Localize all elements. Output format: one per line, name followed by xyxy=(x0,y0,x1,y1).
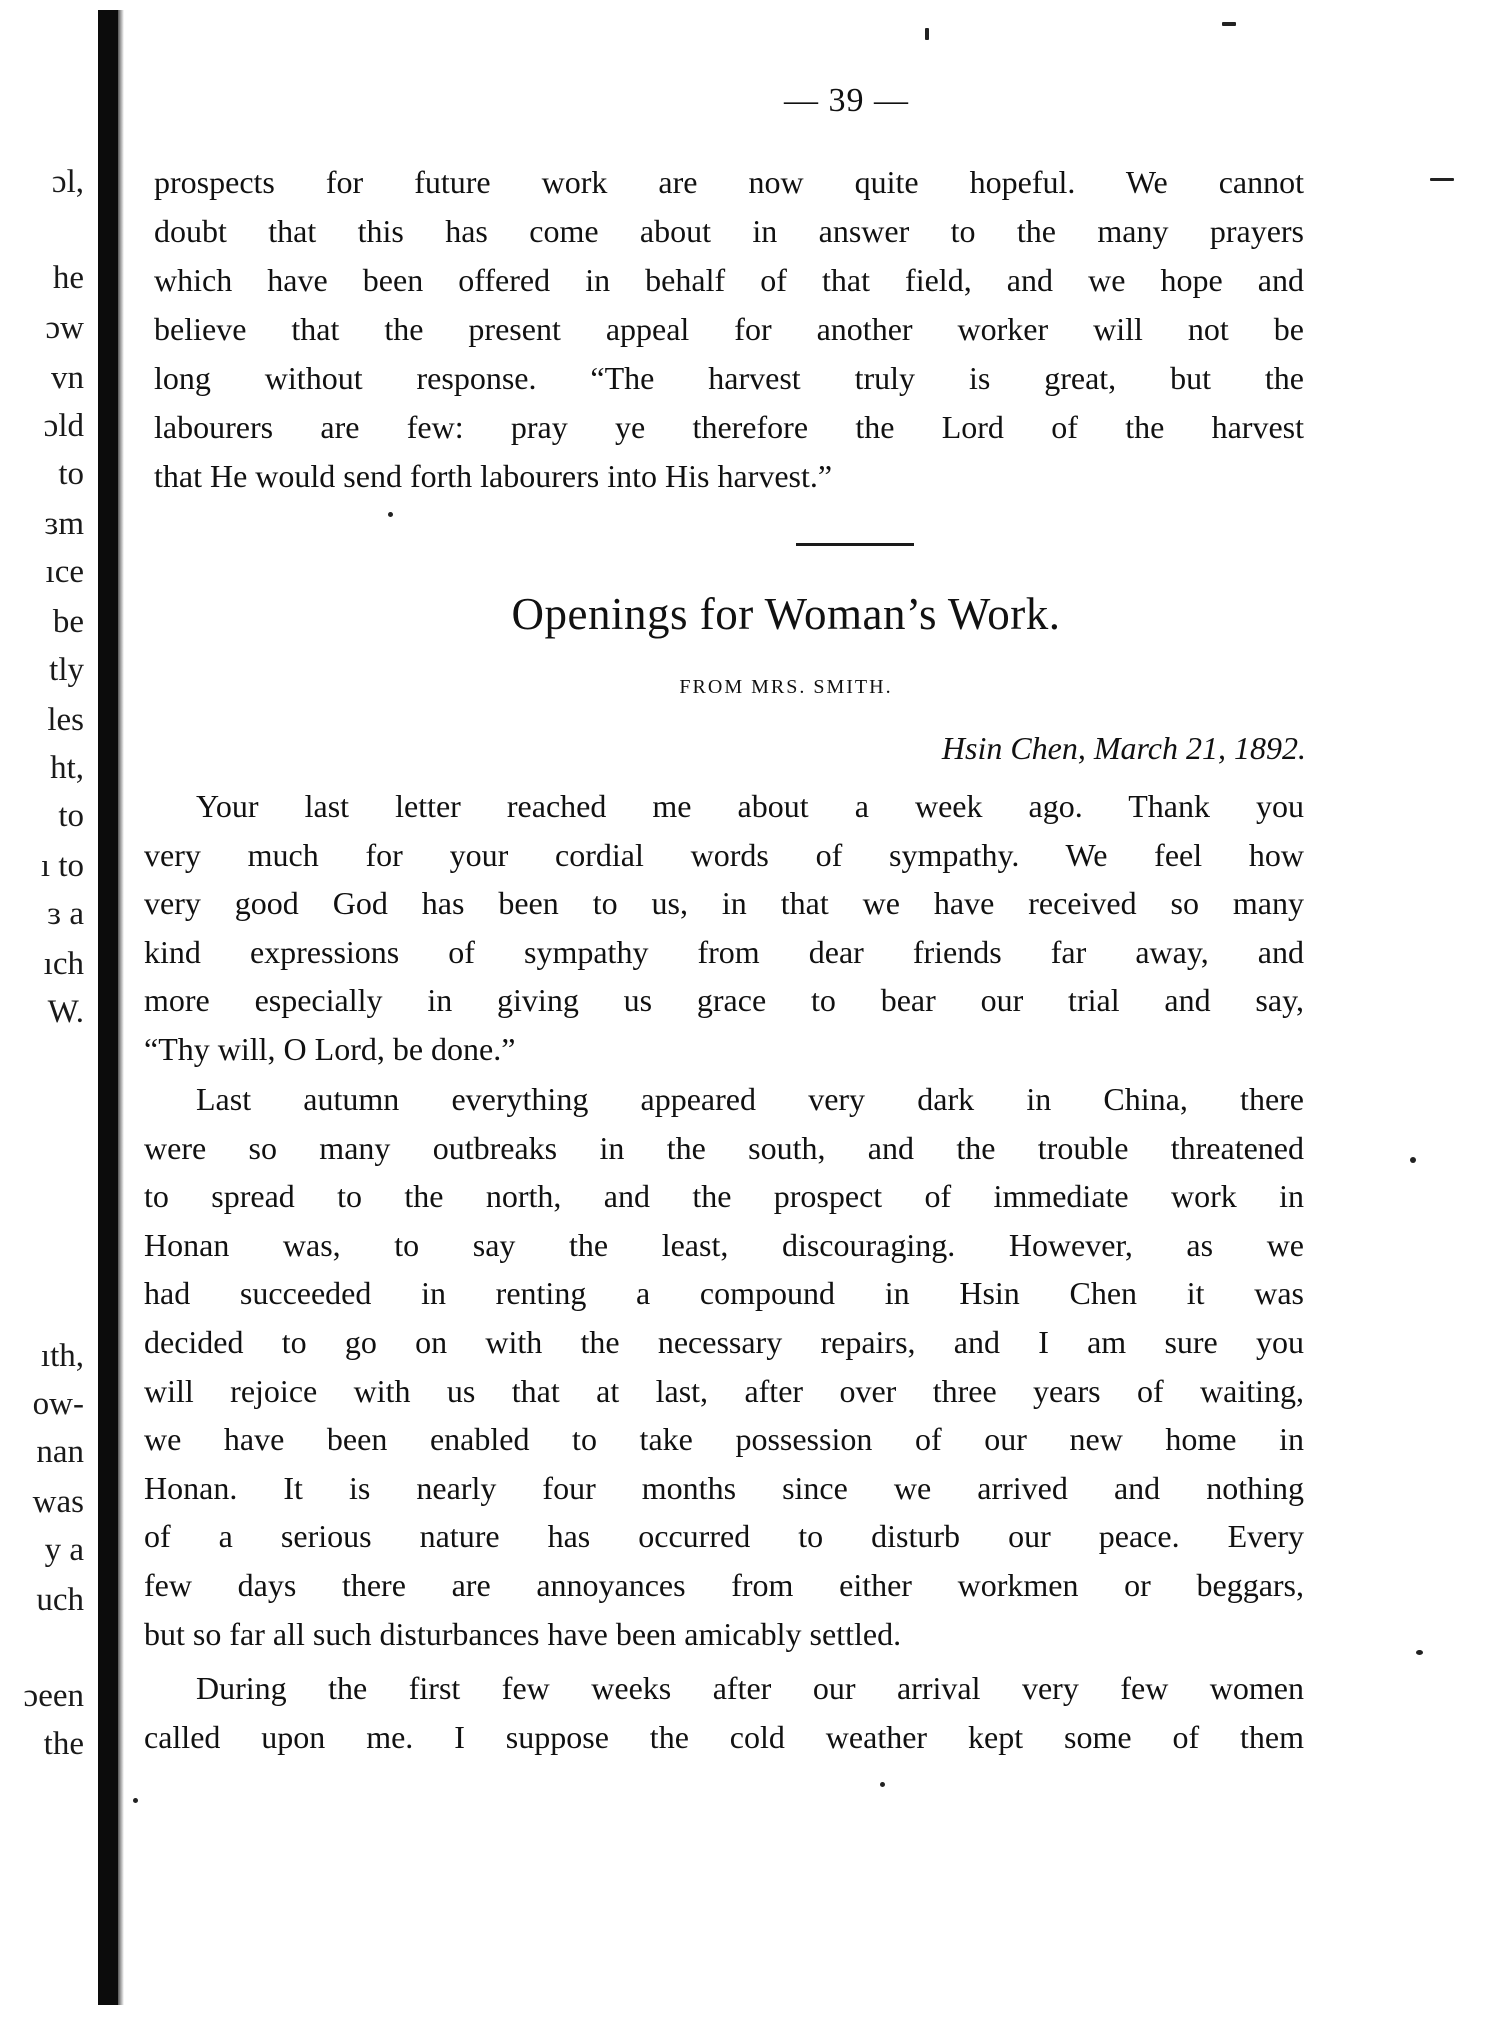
text-line: long without response. “The harvest truly is great, but the xyxy=(154,360,1304,396)
bleed-through-fragment: was xyxy=(32,1484,84,1520)
text-line: more especially in giving us grace to bear our trial and say, xyxy=(144,982,1304,1018)
bleed-through-fragment: ıch xyxy=(43,946,84,982)
article-dateline: Hsin Chen, March 21, 1892. xyxy=(941,730,1306,766)
scan-speck xyxy=(880,1782,885,1787)
text-line: Last autumn everything appeared very dark in China, there xyxy=(196,1081,1304,1117)
bleed-through-fragment: ɜ a xyxy=(47,896,84,932)
text-line: kind expressions of sympathy from dear friends far away, and xyxy=(144,934,1304,970)
bleed-through-fragment: les xyxy=(47,702,84,738)
text-line: very much for your cordial words of sympathy. We feel how xyxy=(144,837,1304,873)
text-line: were so many outbreaks in the south, and the trouble threatened xyxy=(144,1130,1304,1166)
bleed-through-fragment: ɔw xyxy=(45,310,84,346)
text-line: “Thy will, O Lord, be done.” xyxy=(144,1031,516,1067)
text-line: but so far all such disturbances have been amicably settled. xyxy=(144,1616,902,1652)
text-line: that He would send forth labourers into His harvest.” xyxy=(154,458,833,494)
article-title: Openings for Woman’s Work. xyxy=(511,589,1061,639)
bleed-through-fragment: ɜm xyxy=(44,506,84,542)
bleed-through-fragment: y a xyxy=(44,1532,84,1568)
bleed-through-fragment: be xyxy=(52,604,84,640)
bleed-through-fragment: ıce xyxy=(45,554,84,590)
text-line: had succeeded in renting a compound in Hsin Chen it was xyxy=(144,1275,1304,1311)
scan-speck xyxy=(1430,178,1454,181)
bleed-through-fragment: uch xyxy=(36,1582,84,1618)
scan-speck xyxy=(1222,22,1236,26)
bleed-through-fragment: to xyxy=(58,798,84,834)
bleed-through-fragment: the xyxy=(43,1726,84,1762)
bleed-through-fragment: W. xyxy=(47,994,84,1030)
scan-speck xyxy=(925,28,929,40)
bleed-through-fragment: ɔld xyxy=(43,408,84,444)
text-line: few days there are annoyances from either workmen or beggars, xyxy=(144,1567,1304,1603)
text-line: will rejoice with us that at last, after over three years of waiting, xyxy=(144,1373,1304,1409)
text-line: labourers are few: pray ye therefore the Lord of the harvest xyxy=(154,409,1304,445)
scan-speck xyxy=(1416,1650,1423,1655)
text-line: decided to go on with the necessary repairs, and I am sure you xyxy=(144,1324,1304,1360)
bleed-through-fragment: ow- xyxy=(32,1386,84,1422)
text-line: of a serious nature has occurred to disturb our peace. Every xyxy=(144,1518,1304,1554)
binding-shadow xyxy=(98,10,118,2005)
bleed-through-fragment: vn xyxy=(51,360,84,396)
scan-speck xyxy=(388,512,393,517)
scan-speck xyxy=(133,1798,138,1803)
scan-speck xyxy=(1410,1157,1416,1163)
bleed-through-fragment: ıth, xyxy=(40,1338,84,1374)
section-divider xyxy=(796,543,914,546)
page-number: — 39 — xyxy=(784,82,909,119)
text-line: Honan. It is nearly four months since we arrived and nothing xyxy=(144,1470,1304,1506)
bleed-through-fragment: he xyxy=(52,260,84,296)
bleed-through-fragment: tly xyxy=(49,652,84,688)
text-line: doubt that this has come about in answer to the many prayers xyxy=(154,213,1304,249)
bleed-through-fragment: ı to xyxy=(40,848,84,884)
binding-shadow-edge xyxy=(118,10,124,2005)
text-line: which have been offered in behalf of that field, and we hope and xyxy=(154,262,1304,298)
text-line: we have been enabled to take possession of our new home in xyxy=(144,1421,1304,1457)
text-line: During the first few weeks after our arrival very few women xyxy=(196,1670,1304,1706)
text-line: prospects for future work are now quite hopeful. We cannot xyxy=(154,164,1304,200)
bleed-through-fragment: ɔl, xyxy=(51,164,84,200)
text-line: Your last letter reached me about a week ago. Thank you xyxy=(196,788,1304,824)
facing-page-bleed-through xyxy=(0,0,92,2017)
page-content xyxy=(136,0,1306,2017)
article-byline: FROM MRS. SMITH. xyxy=(679,676,893,698)
text-line: Honan was, to say the least, discouraging. However, as we xyxy=(144,1227,1304,1263)
text-line: believe that the present appeal for another worker will not be xyxy=(154,311,1304,347)
bleed-through-fragment: ht, xyxy=(50,750,84,786)
bleed-through-fragment: to xyxy=(58,456,84,492)
bleed-through-fragment: nan xyxy=(36,1434,84,1470)
text-line: to spread to the north, and the prospect of immediate work in xyxy=(144,1178,1304,1214)
text-line: called upon me. I suppose the cold weather kept some of them xyxy=(144,1719,1304,1755)
bleed-through-fragment: ɔeen xyxy=(23,1678,84,1714)
text-line: very good God has been to us, in that we have received so many xyxy=(144,885,1304,921)
